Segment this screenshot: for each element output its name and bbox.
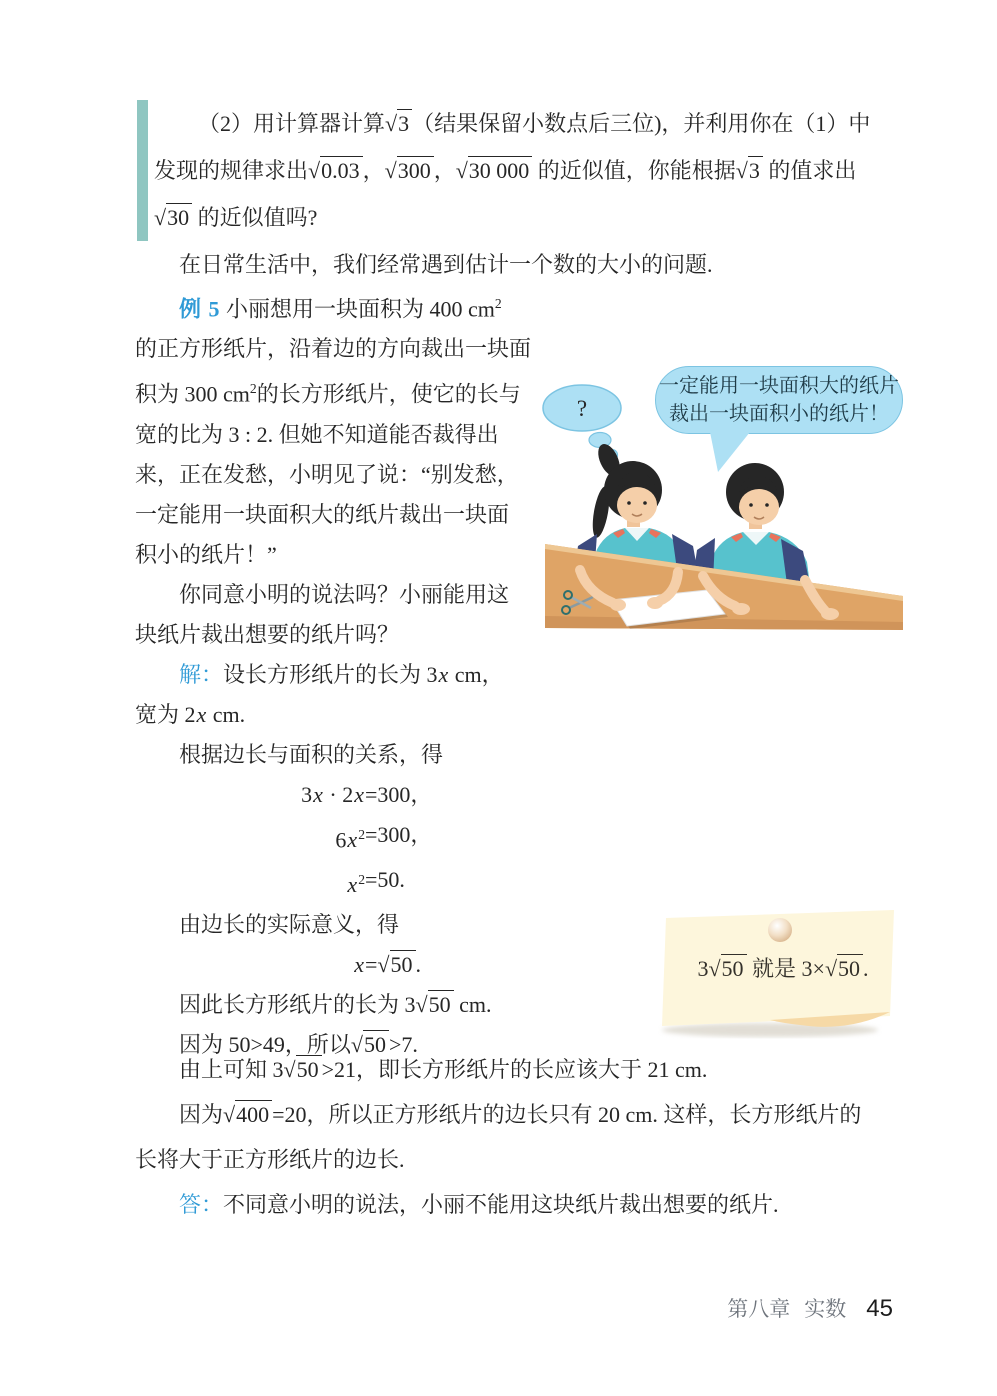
- text-line: 根据边长与面积的关系，得: [179, 741, 444, 767]
- text-line: 长将大于正方形纸片的边长.: [135, 1147, 405, 1172]
- students-illustration: [545, 430, 905, 640]
- page-footer: [727, 1293, 893, 1323]
- problem-text: [154, 100, 893, 241]
- sqrt-radical: √400: [223, 1100, 272, 1127]
- footer-chapter: 第八章: [727, 1297, 791, 1321]
- text-line: $6x^2$ =300，: [335, 821, 433, 852]
- conclusion-block: [135, 1047, 895, 1227]
- note-text: 3√50 就是 3×√50 .: [697, 956, 869, 981]
- text-line: 因为 50>49，所以√50 >7.: [179, 1032, 418, 1058]
- text-line: 解：设长方形纸片的长为 3x cm，: [179, 661, 504, 687]
- text-line: 由上可知 3√50 >21，即长方形纸片的长应该大于 21 cm.: [179, 1057, 708, 1082]
- text-line: 宽的比为 3 : 2. 但她不知道能否裁得出: [135, 421, 499, 447]
- pin-icon: [768, 918, 792, 942]
- example-column: [135, 284, 537, 1065]
- footer-section: 实数: [804, 1297, 847, 1321]
- text-line: 块纸片裁出想要的纸片吗？: [135, 621, 400, 647]
- sqrt-radical: √30 000: [456, 156, 533, 183]
- intro-paragraph: [135, 244, 893, 286]
- text-line: 3x · 2x =300，: [301, 781, 433, 807]
- question-mark: ?: [576, 396, 588, 421]
- sqrt-radical: √3: [736, 156, 763, 183]
- problem-block: [137, 100, 893, 241]
- text-line: 一定能用一块面积大的纸片裁出一块面: [135, 501, 510, 527]
- text-line: 答：不同意小明的说法，小丽不能用这块纸片裁出想要的纸片.: [179, 1192, 779, 1217]
- sqrt-radical: √300: [385, 156, 434, 183]
- sqrt-radical: √50: [284, 1055, 322, 1082]
- sqrt-radical: √0.03: [308, 156, 363, 183]
- text-line: 例 5 小丽想用一块面积为 400 $cm^2$: [179, 296, 502, 322]
- text-line: 来，正在发愁，小明见了说：“别发愁，: [135, 461, 519, 487]
- sqrt-radical: √30: [154, 203, 192, 230]
- text-line: 发现的规律求出√0.03 ，√300 ，√30 000 的近似值，你能根据√3 的值求出: [154, 158, 857, 183]
- sqrt-radical: √50: [377, 950, 415, 977]
- speech-line: 裁出一块面积小的纸片！: [669, 403, 889, 425]
- text-line: $x^2$ =50.: [347, 866, 405, 898]
- speech-line: 一定能用一块面积大的纸片: [659, 375, 899, 397]
- accent-bar: [137, 100, 148, 241]
- page-number: 45: [866, 1295, 893, 1322]
- text-line: x =√50 .: [354, 952, 421, 978]
- text-line: 积为 300 $cm^2$的长方形纸片，使它的长与: [135, 381, 521, 407]
- sqrt-radical: √50: [708, 954, 746, 981]
- sqrt-radical: √50: [825, 954, 863, 981]
- text-line: 积小的纸片！”: [135, 541, 277, 567]
- speech-bubble: [655, 366, 903, 434]
- sqrt-radical: √3: [385, 109, 412, 136]
- text-line: 宽为 2x cm.: [135, 701, 246, 727]
- text-line: 在日常生活中，我们经常遇到估计一个数的大小的问题.: [179, 252, 713, 277]
- text-line: √30 的近似值吗?: [154, 205, 318, 230]
- text-line: 你同意小明的说法吗？小丽能用这: [179, 581, 510, 607]
- text-line: 因为√400 =20，所以正方形纸片的边长只有 20 cm. 这样，长方形纸片的: [179, 1102, 862, 1127]
- text-line: （2）用计算器计算√3 （结果保留小数点后三位)，并利用你在（1）中: [198, 111, 871, 136]
- text-line: 由边长的实际意义，得: [179, 912, 400, 938]
- text-line: 因此长方形纸片的长为 3√50 cm.: [179, 992, 492, 1018]
- text-line: 的正方形纸片，沿着边的方向裁出一块面: [135, 336, 532, 362]
- sqrt-radical: √50: [351, 1030, 389, 1057]
- sqrt-radical: √50: [416, 990, 454, 1017]
